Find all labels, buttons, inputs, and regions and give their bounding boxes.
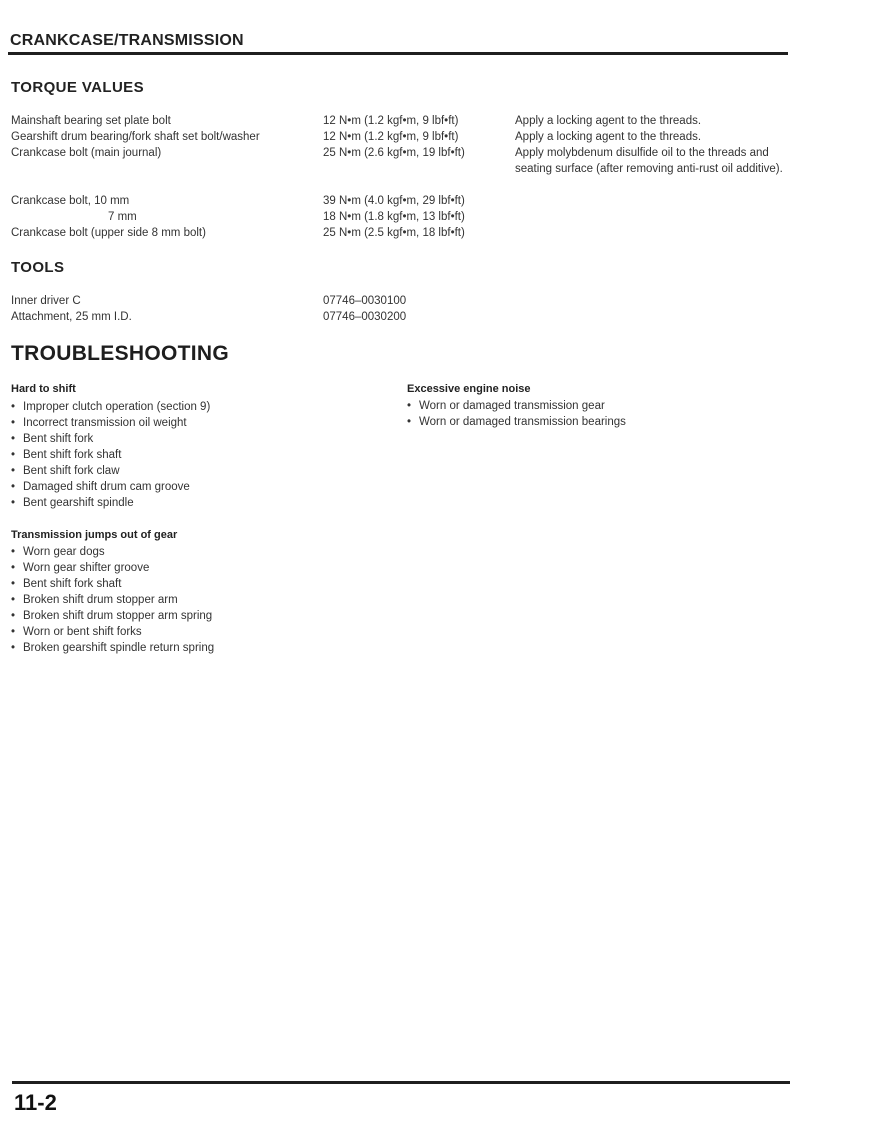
list-item: • Incorrect transmission oil weight — [11, 415, 210, 431]
list-item: • Bent shift fork shaft — [11, 576, 214, 592]
header-divider — [8, 52, 788, 55]
engine-noise-title: Excessive engine noise — [407, 383, 531, 395]
troubleshooting-heading: TROUBLESHOOTING — [11, 342, 229, 365]
list-item: • Bent shift fork shaft — [11, 447, 210, 463]
list-item: • Worn or bent shift forks — [11, 624, 214, 640]
torque-row-item: Mainshaft bearing set plate bolt — [11, 115, 171, 127]
torque-row-item: Crankcase bolt (main journal) — [11, 147, 162, 159]
jumps-out-of-gear-title: Transmission jumps out of gear — [11, 529, 178, 541]
page-number: 11-2 — [14, 1090, 57, 1115]
torque-row-item: 7 mm — [108, 211, 137, 223]
torque-row-value: 18 N•m (1.8 kgf•m, 13 lbf•ft) — [323, 211, 465, 223]
list-item: • Worn or damaged transmission bearings — [407, 414, 626, 430]
list-item: • Broken shift drum stopper arm — [11, 592, 214, 608]
torque-row-value: 12 N•m (1.2 kgf•m, 9 lbf•ft) — [323, 131, 459, 143]
torque-values-heading: TORQUE VALUES — [11, 79, 144, 96]
tool-row-part-number: 07746–0030200 — [323, 311, 407, 323]
list-item: • Bent shift fork claw — [11, 463, 210, 479]
torque-row-value: 25 N•m (2.6 kgf•m, 19 lbf•ft) — [323, 147, 465, 159]
hard-to-shift-list — [11, 399, 210, 511]
torque-row-value: 12 N•m (1.2 kgf•m, 9 lbf•ft) — [323, 115, 459, 127]
tool-row-part-number: 07746–0030100 — [323, 295, 407, 307]
torque-row-value: 25 N•m (2.5 kgf•m, 18 lbf•ft) — [323, 227, 465, 239]
list-item: • Worn gear dogs — [11, 544, 214, 560]
jumps-out-of-gear-list — [11, 544, 214, 656]
torque-row-item: Crankcase bolt, 10 mm — [11, 195, 130, 207]
torque-row-value: 39 N•m (4.0 kgf•m, 29 lbf•ft) — [323, 195, 465, 207]
tool-row-item: Inner driver C — [11, 295, 81, 307]
tools-heading: TOOLS — [11, 259, 65, 276]
tool-row-item: Attachment, 25 mm I.D. — [11, 311, 132, 323]
list-item: • Worn or damaged transmission gear — [407, 398, 626, 414]
list-item: • Damaged shift drum cam groove — [11, 479, 210, 495]
engine-noise-list — [407, 398, 626, 430]
list-item: • Bent shift fork — [11, 431, 210, 447]
list-item: • Worn gear shifter groove — [11, 560, 214, 576]
hard-to-shift-title: Hard to shift — [11, 383, 76, 395]
list-item: • Broken shift drum stopper arm spring — [11, 608, 214, 624]
torque-row-item: Gearshift drum bearing/fork shaft set bolt/washer — [11, 131, 260, 143]
torque-row-note: Apply molybdenum disulfide oil to the threads and seating surface (after removing anti-rust oil additive). — [515, 147, 783, 175]
torque-row-note: Apply a locking agent to the threads. — [515, 115, 702, 127]
torque-row-note: Apply a locking agent to the threads. — [515, 131, 702, 143]
torque-row-item: Crankcase bolt (upper side 8 mm bolt) — [11, 227, 206, 239]
list-item: • Broken gearshift spindle return spring — [11, 640, 214, 656]
footer-divider — [12, 1081, 790, 1084]
section-header-title: CRANKCASE/TRANSMISSION — [10, 32, 244, 49]
list-item: • Improper clutch operation (section 9) — [11, 399, 210, 415]
list-item: • Bent gearshift spindle — [11, 495, 210, 511]
